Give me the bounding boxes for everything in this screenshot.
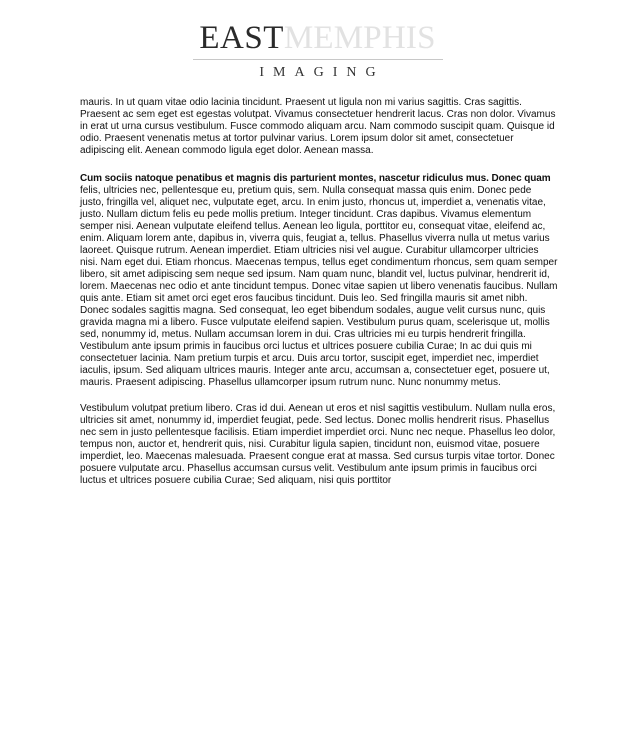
company-logo bbox=[0, 18, 635, 58]
logo-subtitle: IMAGING bbox=[259, 65, 385, 80]
paragraph-1: mauris. In ut quam vitae odio lacinia tincidunt. Praesent ut ligula non mi varius sagittis. Cras sagittis. Praesent ac sem eget est egestas volutpat. Vivamus consectetuer hendrerit lacus. Cras non dolor. Vivamus in erat ut urna cursus vestibulum. Fusce commodo aliquam arcu. Nam commodo suscipit quam. Quisque id odio. Praesent venenatis metus at tortor pulvinar varius. Lorem ipsum dolor sit amet, consectetuer adipiscing elit. Aenean commodo ligula eget dolor. Aenean massa. bbox=[80, 97, 556, 156]
logo-primary-word: EAST bbox=[199, 20, 284, 56]
logo-divider bbox=[193, 59, 443, 60]
paragraph-2 bbox=[80, 173, 558, 389]
logo-secondary-word: MEMPHIS bbox=[283, 20, 436, 56]
letterhead bbox=[0, 18, 635, 82]
document-body bbox=[80, 97, 558, 494]
paragraph-3: Vestibulum volutpat pretium libero. Cras id dui. Aenean ut eros et nisl sagittis vestibulum. Nullam nulla eros, ultricies sit amet, nonummy id, imperdiet feugiat, pede. Sed lectus. Donec mollis hendrerit risus. Phasellus nec sem in justo pellentesque facilisis. Etiam imperdiet imperdiet orci. Nunc nec neque. Phasellus leo dolor, tempus non, auctor et, hendrerit quis, nisi. Curabitur ligula sapien, tincidunt non, euismod vitae, posuere imperdiet, leo. Maecenas malesuada. Praesent congue erat at massa. Sed cursus turpis vitae tortor. Donec posuere vulputate arcu. Phasellus accumsan cursus velit. Vestibulum ante ipsum primis in faucibus orci luctus et ultrices posuere cubilia Curae; Sed aliquam, nisi quis porttitor bbox=[80, 403, 556, 486]
paragraph-2-text: felis, ultricies nec, pellentesque eu, pretium quis, sem. Nulla consequat massa quis enim. Donec pede justo, fringilla vel, aliquet nec, vulputate eget, arcu. In enim justo, rhoncus ut, imperdiet a, venenatis vitae, justo. Nullam dictum felis eu pede mollis pretium. Integer tincidunt. Cras dapibus. Vivamus elementum semper nisi. Aenean vulputate eleifend tellus. Aenean leo ligula, porttitor eu, consequat vitae, eleifend ac, enim. Aliquam lorem ante, dapibus in, viverra quis, feugiat a, tellus. Phasellus viverra nulla ut metus varius laoreet. Quisque rutrum. Aenean imperdiet. Etiam ultricies nisi vel augue. Curabitur ullamcorper ultricies nisi. Nam eget dui. Etiam rhoncus. Maecenas tempus, tellus eget condimentum rhoncus, sem quam semper libero, sit amet adipiscing sem neque sed ipsum. Nam quam nunc, blandit vel, luctus pulvinar, hendrerit id, lorem. Maecenas nec odio et ante tincidunt tempus. Donec vitae sapien ut libero venenatis faucibus. Nullam quis ante. Etiam sit amet orci eget eros faucibus tincidunt. Duis leo. Sed fringilla mauris sit amet nibh. Donec sodales sagittis magna. Sed consequat, leo eget bibendum sodales, augue velit cursus nunc, quis gravida magna mi a libero. Fusce vulputate eleifend sapien. Vestibulum purus quam, scelerisque ut, mollis sed, nonummy id, metus. Nullam accumsan lorem in dui. Cras ultricies mi eu turpis hendrerit fringilla. Vestibulum ante ipsum primis in faucibus orci luctus et ultrices posuere cubilia Curae; In ac dui quis mi consectetuer lacinia. Nam pretium turpis et arcu. Duis arcu tortor, suscipit eget, imperdiet nec, imperdiet iaculis, ipsum. Sed aliquam ultrices mauris. Integer ante arcu, accumsan a, consectetuer eget, posuere ut, mauris. Praesent adipiscing. Phasellus ullamcorper ipsum rutrum nunc. Nunc nonummy metus. bbox=[80, 185, 558, 388]
paragraph-2-lead-line: Cum sociis natoque penatibus et magnis dis parturient montes, nascetur ridiculus mus. Donec quam bbox=[80, 173, 551, 184]
